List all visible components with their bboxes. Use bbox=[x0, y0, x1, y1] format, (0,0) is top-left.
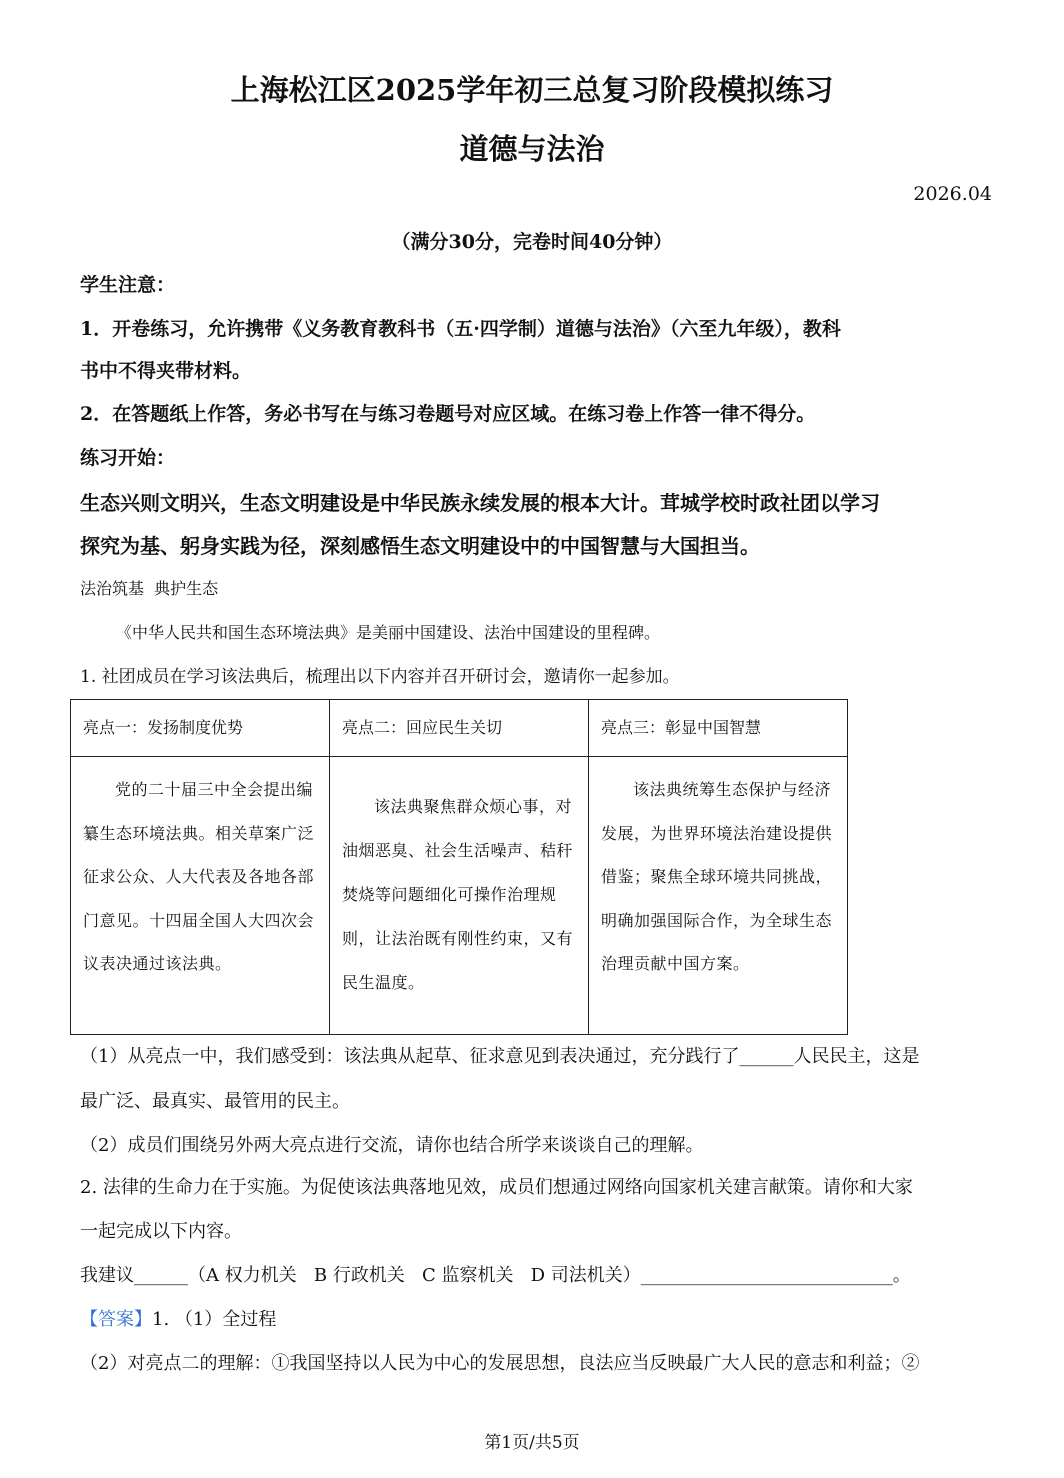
table-header-2: 亮点二：回应民生关切 bbox=[330, 700, 589, 757]
question-1-stem: 1. 社团成员在学习该法典后，梳理出以下内容并召开研讨会，邀请你一起参加。 bbox=[80, 667, 680, 687]
question-2-line1: 2. 法律的生命力在于实施。为促使该法典落地见效，成员们想通过网络向国家机关建言献策。请你和大家 bbox=[80, 1177, 913, 1198]
score-info: （满分30分，完卷时间40分钟） bbox=[391, 231, 673, 253]
notice-heading: 学生注意： bbox=[80, 274, 176, 296]
intro-line-2: 探究为基、躬身实践为径，深刻感悟生态文明建设中的中国智慧与大国担当。 bbox=[80, 534, 760, 558]
start-heading: 练习开始： bbox=[80, 447, 176, 469]
table-cell-1: 党的二十届三中全会提出编纂生态环境法典。相关草案广泛征求公众、人大代表及各地各部门意见。十四届全国人大四次会议表决通过该法典。 bbox=[71, 757, 330, 1035]
question-1-1-line2: 最广泛、最真实、最管用的民主。 bbox=[80, 1091, 350, 1112]
page-title: 上海松江区2025学年初三总复习阶段模拟练习 bbox=[230, 73, 834, 107]
material-text: 《中华人民共和国生态环境法典》是美丽中国建设、法治中国建设的里程碑。 bbox=[116, 623, 661, 642]
answer-line-1 bbox=[80, 1298, 276, 1342]
answer-line-2: （2）对亮点二的理解：①我国坚持以人民为中心的发展思想，良法应当反映最广大人民的意志和利益；② bbox=[80, 1353, 920, 1374]
page-number: 第1页/共5页 bbox=[484, 1433, 580, 1453]
question-2-fill: 我建议______（A 权力机关 B 行政机关 C 监察机关 D 司法机关）____________________________。 bbox=[80, 1265, 911, 1286]
notice-item-2: 2．在答题纸上作答，务必书写在与练习卷题号对应区域。在练习卷上作答一律不得分。 bbox=[80, 403, 816, 425]
subject-title: 道德与法治 bbox=[459, 132, 605, 166]
answer-text-1: 1. （1）全过程 bbox=[152, 1309, 277, 1330]
highlights-table bbox=[70, 699, 848, 1035]
question-2-line2: 一起完成以下内容。 bbox=[80, 1221, 242, 1242]
exam-date: 2026.04 bbox=[913, 183, 992, 205]
question-1-2: （2）成员们围绕另外两大亮点进行交流，请你也结合所学来谈谈自己的理解。 bbox=[80, 1135, 704, 1156]
table-header-1: 亮点一：发扬制度优势 bbox=[71, 700, 330, 757]
answer-tag: 【答案】 bbox=[80, 1309, 152, 1330]
table-header-3: 亮点三：彰显中国智慧 bbox=[589, 700, 848, 757]
notice-item-1-cont: 书中不得夹带材料。 bbox=[80, 360, 252, 382]
table-cell-2: 该法典聚焦群众烦心事，对油烟恶臭、社会生活噪声、秸秆焚烧等问题细化可操作治理规则，让法治既有刚性约束，又有民生温度。 bbox=[330, 757, 589, 1035]
question-1-1-line1: （1）从亮点一中，我们感受到：该法典从起草、征求意见到表决通过，充分践行了______人民民主，这是 bbox=[80, 1046, 920, 1067]
intro-line-1: 生态兴则文明兴，生态文明建设是中华民族永续发展的根本大计。茸城学校时政社团以学习 bbox=[80, 491, 880, 515]
table-cell-3: 该法典统筹生态保护与经济发展，为世界环境法治建设提供借鉴；聚焦全球环境共同挑战，明确加强国际合作，为全球生态治理贡献中国方案。 bbox=[589, 757, 848, 1035]
notice-item-1: 1．开卷练习，允许携带《义务教育教科书（五·四学制）道德与法治》（六至九年级），教科 bbox=[80, 318, 841, 340]
section-title: 法治筑基 典护生态 bbox=[80, 579, 219, 598]
